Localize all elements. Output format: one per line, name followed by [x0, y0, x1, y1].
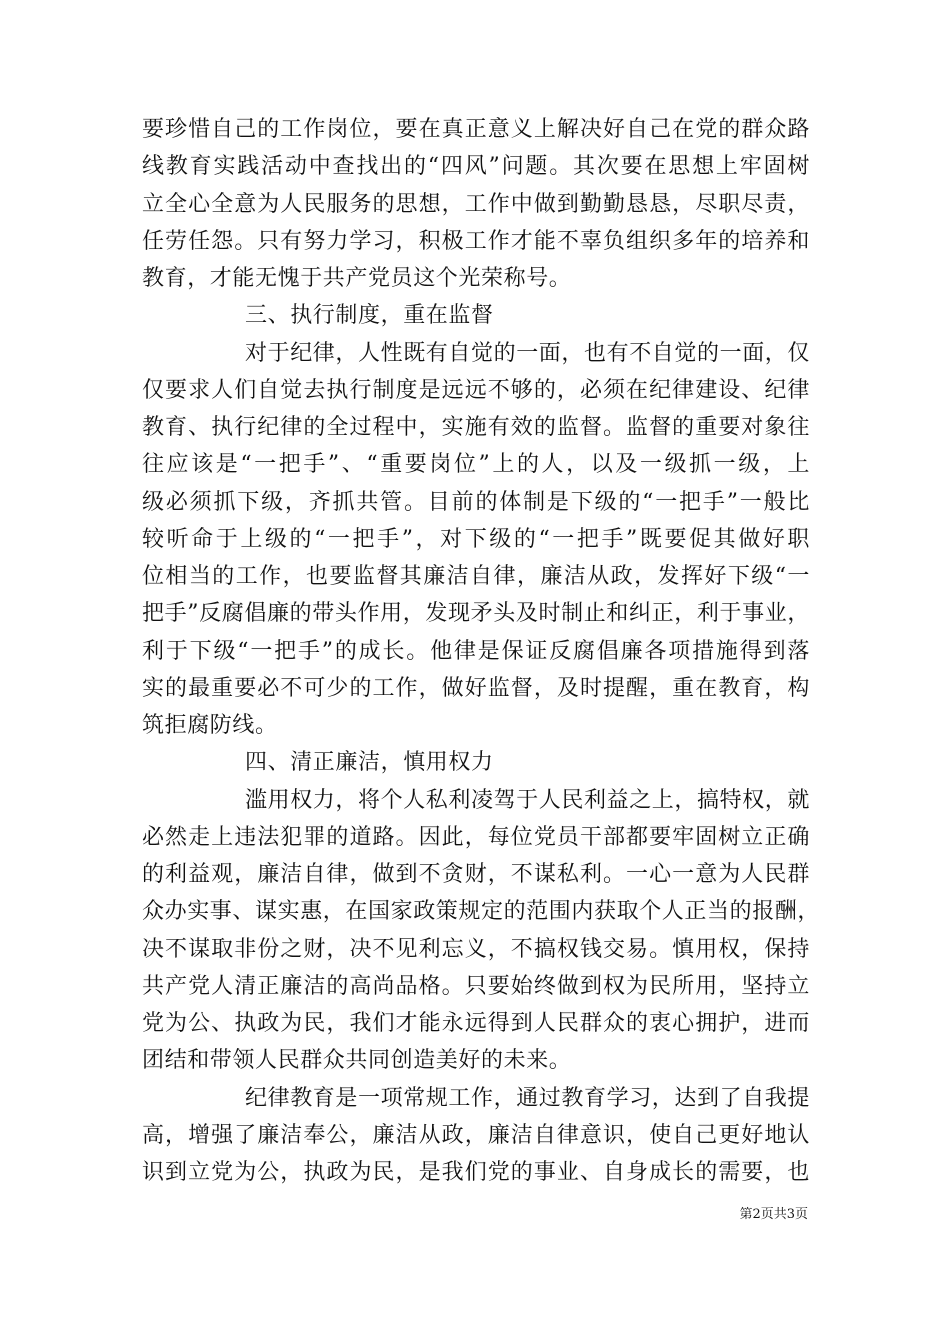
text-line: 的利益观，廉洁自律，做到不贪财，不谋私利。一心一意为人民群	[142, 862, 810, 887]
text-line: 教育，才能无愧于共产党员这个光荣称号。	[142, 266, 572, 291]
document-body	[142, 111, 821, 1191]
text-line: 共产党人清正廉洁的高尚品格。只要始终做到权为民所用，坚持立	[142, 973, 810, 999]
text-line: 滥用权力，将个人私利凌驾于人民利益之上，搞特权，就	[245, 787, 811, 813]
text-line: 利于下级“一把手”的成长。他律是保证反腐倡廉各项措施得到落	[142, 638, 810, 664]
text-line: 立全心全意为人民服务的思想，工作中做到勤勤恳恳，尽职尽责，	[142, 191, 810, 217]
text-line: 要珍惜自己的工作岗位，要在真正意义上解决好自己在党的群众路	[142, 117, 810, 142]
text-line: 团结和带领人民群众共同创造美好的未来。	[142, 1048, 572, 1074]
text-line: 筑拒腐防线。	[142, 713, 278, 738]
text-line: 教育、执行纪律的全过程中，实施有效的监督。监督的重要对象往	[142, 415, 810, 440]
text-line: 任劳任怨。只有努力学习，积极工作才能不辜负组织多年的培养和	[142, 228, 810, 254]
text-line: 决不谋取非份之财，决不见利忘义，不搞权钱交易。慎用权，保持	[142, 936, 810, 962]
text-line: 级必须抓下级，齐抓共管。目前的体制是下级的“一把手”一般比	[142, 489, 810, 515]
page-number-footer: 第2页共3页	[739, 1207, 808, 1222]
text-line: 位相当的工作，也要监督其廉洁自律，廉洁从政，发挥好下级“一	[142, 564, 810, 589]
text-line: 高，增强了廉洁奉公，廉洁从政，廉洁自律意识，使自己更好地认	[142, 1122, 810, 1148]
text-line: 往应该是“一把手”、“重要岗位”上的人，以及一级抓一级，上	[142, 452, 810, 478]
text-line: 仅要求人们自觉去执行制度是远远不够的，必须在纪律建设、纪律	[142, 377, 810, 403]
text-line: 把手”反腐倡廉的带头作用，发现矛头及时制止和纠正，利于事业，	[142, 601, 810, 627]
text-line: 较听命于上级的“一把手”，对下级的“一把手”既要促其做好职	[142, 526, 810, 552]
text-line: 必然走上违法犯罪的道路。因此，每位党员干部都要牢固树立正确	[142, 824, 810, 850]
text-line: 对于纪律，人性既有自觉的一面，也有不自觉的一面，仅	[245, 340, 811, 366]
text-line: 纪律教育是一项常规工作，通过教育学习，达到了自我提	[245, 1085, 811, 1111]
text-line: 线教育实践活动中查找出的“四风”问题。其次要在思想上牢固树	[142, 154, 810, 180]
text-line: 四、清正廉洁，慎用权力	[245, 750, 494, 776]
text-line: 三、执行制度，重在监督	[245, 303, 494, 329]
text-line: 识到立党为公，执政为民，是我们党的事业、自身成长的需要，也	[142, 1160, 810, 1185]
text-line: 党为公、执政为民，我们才能永远得到人民群众的衷心拥护，进而	[142, 1011, 810, 1036]
text-line: 实的最重要必不可少的工作，做好监督，及时提醒，重在教育，构	[142, 675, 810, 701]
text-line: 众办实事、谋实惠，在国家政策规定的范围内获取个人正当的报酬，	[142, 899, 821, 925]
